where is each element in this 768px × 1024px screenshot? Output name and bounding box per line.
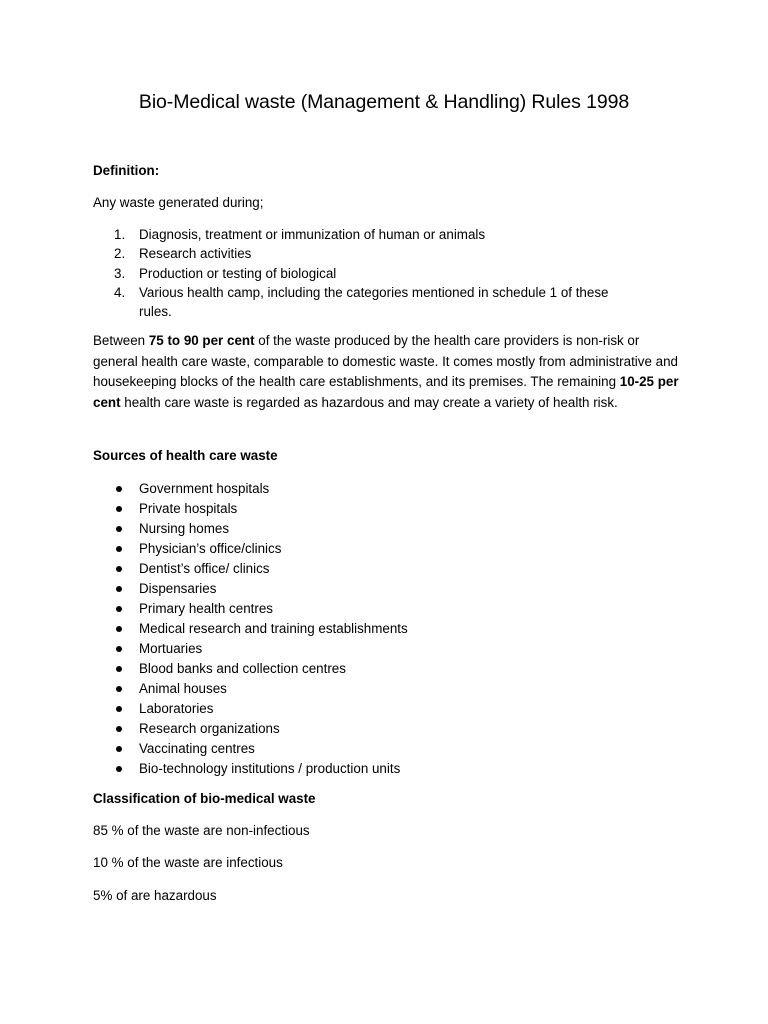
bullet-icon [116, 766, 122, 772]
list-item: Private hospitals [139, 501, 238, 516]
list-item: Primary health centres [139, 601, 273, 616]
sources-heading: Sources of health care waste [93, 448, 278, 463]
list-item: Blood banks and collection centres [139, 661, 346, 676]
bullet-icon [116, 586, 122, 592]
bullet-icon [116, 746, 122, 752]
list-number: 1. [114, 227, 126, 242]
list-item: Dispensaries [139, 581, 217, 596]
bullet-icon [116, 666, 122, 672]
summary-paragraph [93, 331, 683, 413]
list-item: Production or testing of biological [139, 266, 337, 281]
list-item-continuation: rules. [139, 304, 172, 319]
list-item: Government hospitals [139, 481, 270, 496]
bullet-icon [116, 646, 122, 652]
list-item: Research organizations [139, 721, 280, 736]
document-title: Bio-Medical waste (Management & Handling) Rules 1998 [138, 91, 630, 113]
list-item: Dentist’s office/ clinics [139, 561, 270, 576]
paragraph-text: Between [93, 333, 149, 348]
bullet-icon [116, 486, 122, 492]
list-item: Vaccinating centres [139, 741, 255, 756]
list-number: 2. [114, 246, 126, 261]
list-item: Diagnosis, treatment or immunization of human or animals [139, 227, 486, 242]
intro-text: Any waste generated during; [93, 195, 264, 210]
bullet-icon [116, 526, 122, 532]
list-item: Mortuaries [139, 641, 203, 656]
classification-heading: Classification of bio-medical waste [93, 791, 316, 806]
paragraph-bold: 75 to 90 per cent [148, 333, 255, 348]
list-item: Research activities [139, 246, 252, 261]
bullet-icon [116, 626, 122, 632]
bullet-icon [116, 506, 122, 512]
paragraph-text: of the waste produced by the health care providers is non-risk or general health care waste, comparable to domestic waste. It comes mostly from administrative and housekeeping blocks of the health care establishments, and its premises. The remaining [93, 333, 678, 390]
bullet-icon [116, 726, 122, 732]
list-item: Medical research and training establishments [139, 621, 408, 636]
bullet-icon [116, 546, 122, 552]
list-item: Laboratories [139, 701, 214, 716]
list-number: 3. [114, 266, 126, 281]
list-number: 4. [114, 285, 126, 300]
list-item: Nursing homes [139, 521, 230, 536]
bullet-icon [116, 606, 122, 612]
list-item: Bio-technology institutions / production units [139, 761, 401, 776]
bullet-icon [116, 686, 122, 692]
list-item: Various health camp, including the categories mentioned in schedule 1 of these [139, 285, 609, 300]
classification-item: 5% of are hazardous [93, 888, 217, 903]
list-item: Animal houses [139, 681, 227, 696]
paragraph-bold: 10-25 per cent [93, 374, 679, 410]
bullet-icon [116, 706, 122, 712]
classification-item: 85 % of the waste are non-infectious [93, 823, 310, 838]
paragraph-text: health care waste is regarded as hazardous and may create a variety of health risk. [120, 394, 618, 410]
bullet-icon [116, 566, 122, 572]
definition-heading: Definition: [93, 163, 160, 178]
classification-item: 10 % of the waste are infectious [93, 855, 283, 870]
list-item: Physician’s office/clinics [139, 541, 282, 556]
